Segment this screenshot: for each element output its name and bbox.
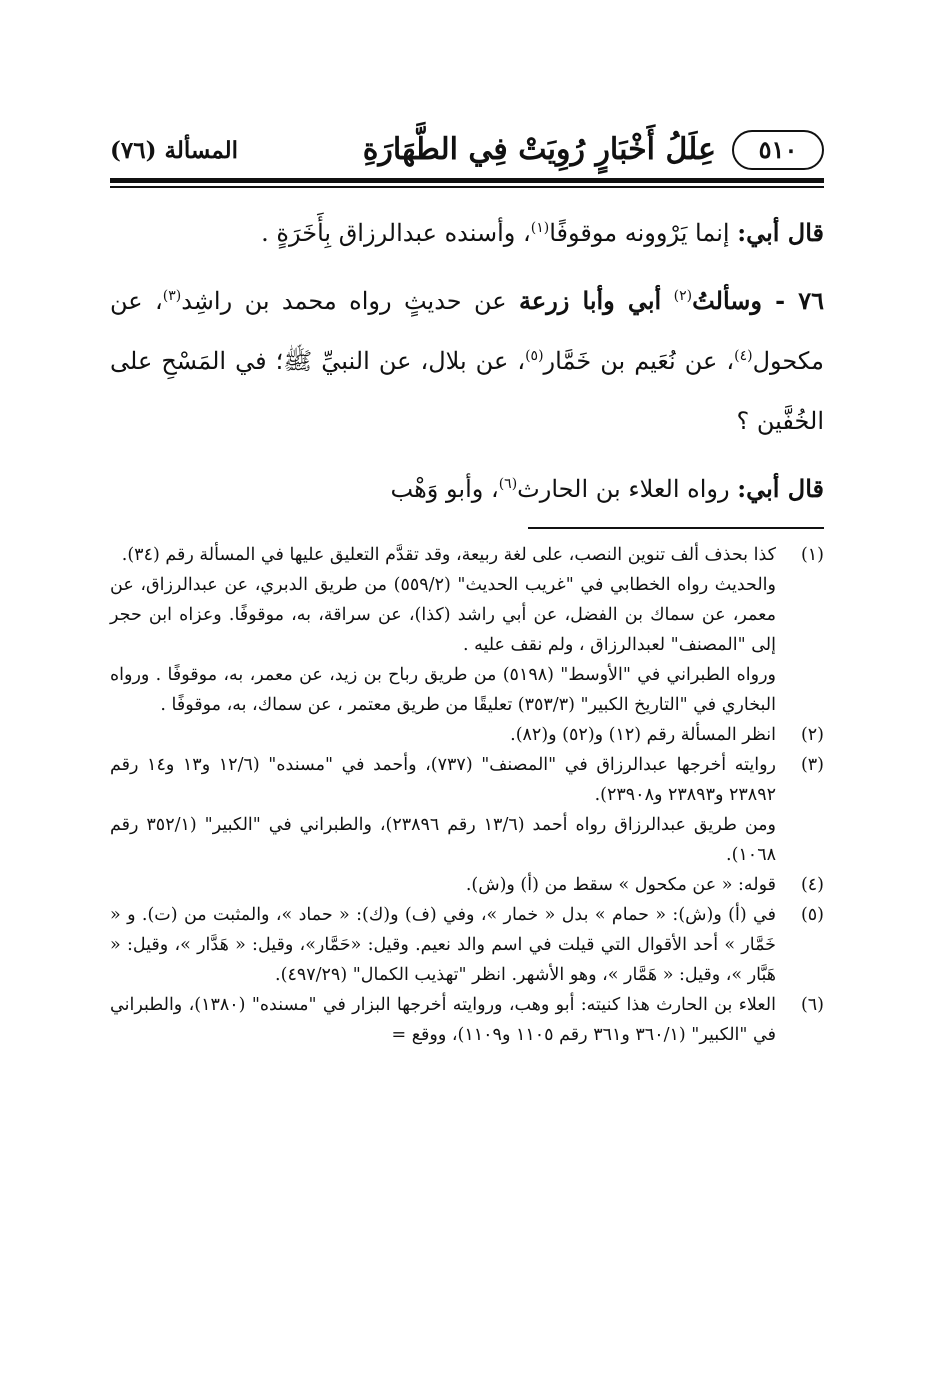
footnote-5 (110, 900, 824, 990)
footnote-number: (٥) (800, 905, 824, 925)
paragraph-text: ، عن نُعَيم بن خَمَّار (543, 347, 735, 375)
footnote-ref: (١) (530, 220, 550, 236)
footnote-text: والحديث رواه الخطابي في "غريب الحديث" (٥٥٩/٢) من طريق الدبري، عن عبدالرزاق، عن معمر، عن سماك بن الفضل، عن أبي راشد (كذا)، عن سراقة، به، موقوفًا. وعزاه ابن حجر إلى "المصنف" لعبدالرزاق ، ولم نقف عليه . (110, 575, 776, 655)
footnote-separator (528, 527, 824, 529)
page-number: ٥١٠ (732, 130, 824, 170)
footnote-number: (٢) (800, 725, 824, 745)
header-rule-thick (110, 178, 824, 183)
paragraph-1 (110, 203, 824, 263)
footnote-ref: (٦) (498, 476, 518, 492)
footnote-6 (110, 990, 824, 1050)
footnote-number: (١) (800, 545, 824, 565)
footnote-ref: (٣) (162, 288, 182, 304)
paragraph-text: رواه العلاء بن الحارث (517, 475, 730, 503)
paragraph-text: ، وأسنده عبدالرزاق بِأَخَرَةٍ . (261, 219, 531, 247)
footnote-3 (110, 750, 824, 870)
book-title: عِلَلُ أَخْبَارٍ رُوِيَتْ فِي الطَّهَارَةِ (362, 132, 716, 167)
paragraph-2 (110, 271, 824, 451)
footnote-text: ورواه الطبراني في "الأوسط" (٥١٩٨) من طريق رباح بن زيد، عن معمر، به، موقوفًا . ورواه البخاري في "التاريخ الكبير" (٣٥٣/٣) تعليقًا من طريق معتمر ، عن سماك، به، موقوفًا . (110, 665, 776, 715)
paragraph-text: ، عن مكحول (110, 287, 825, 375)
footnote-2 (110, 720, 824, 750)
footnote-text: ومن طريق عبدالرزاق رواه أحمد (١٣/٦ رقم ٢٣٨٩٦)، والطبراني في "الكبير" (٣٥٢/١ رقم ١٠٦٨). (110, 815, 777, 865)
header-rule-thin (110, 186, 824, 188)
footnote-text: العلاء بن الحارث هذا كنيته: أبو وهب، وروايته أخرجها البزار في "مسنده" (١٣٨٠)، والطبراني في "الكبير" (٣٦٠/١ و٣٦١ رقم ١١٠٥ و١١٠٩)، ووقع = (110, 995, 776, 1045)
footnote-text: كذا بحذف ألف تنوين النصب، على لغة ربيعة، وقد تقدَّم التعليق عليها في المسألة رقم (٣٤). (121, 545, 776, 565)
footnote-text: روايته أخرجها عبدالرزاق في "المصنف" (٧٣٧)، وأحمد في "مسنده" (١٢/٦ و١٣ و١٤ رقم ٢٣٨٩٢ و٢٣٨٩٣ و٢٣٩٠٨). (110, 755, 777, 805)
footnote-text: قوله: « عن مكحول » سقط من (أ) و(ش). (465, 875, 776, 895)
page-header (110, 128, 824, 176)
footnote-ref: (٤) (734, 348, 753, 364)
footnote-ref: (٥) (525, 348, 544, 364)
footnote-text: في (أ) و(ش): « حمام » بدل « خمار »، وفي (ف) و(ك): « حماد »، والمثبت من (ت). و « خَمَّار » أحد الأقوال التي قيلت في اسم والد نعيم. وقيل: «حَمَّار»، وقيل: « هَدَّار »، وقيل: « هَبَّار »، وقيل: « هَمَّار »، وهو الأشهر. انظر "تهذيب الكمال" (٤٩٧/٢٩). (110, 905, 776, 985)
paragraph-text: عن حديثٍ رواه محمد بن راشِد (181, 287, 507, 315)
main-text (110, 203, 824, 519)
issue-label: المسألة (٧٦) (110, 137, 239, 164)
question-number: ٧٦ - وسألتُ (692, 286, 824, 315)
speaker-label: قال أبي: (737, 218, 824, 247)
footnote-1 (110, 540, 824, 720)
footnote-text: انظر المسألة رقم (١٢) و(٥٢) و(٨٢). (510, 725, 776, 745)
footnote-number: (٦) (800, 995, 824, 1015)
speaker-label: قال أبي: (737, 474, 824, 503)
paragraph-text: ، عن بلال، عن النبيِّ ﷺ؛ في المَسْحِ على الخُفَّين ؟ (110, 347, 824, 435)
footnotes (110, 540, 824, 1050)
narrators-label: أبي وأبا زرعة (519, 286, 662, 315)
paragraph-text: إنما يَرْوونه موقوفًا (549, 219, 730, 247)
footnote-number: (٤) (800, 875, 824, 895)
paragraph-text: ، وأبو وَهْب (390, 475, 499, 503)
footnote-4 (110, 870, 824, 900)
footnote-ref: (٢) (673, 288, 693, 304)
footnote-number: (٣) (800, 755, 824, 775)
paragraph-3 (110, 459, 824, 519)
